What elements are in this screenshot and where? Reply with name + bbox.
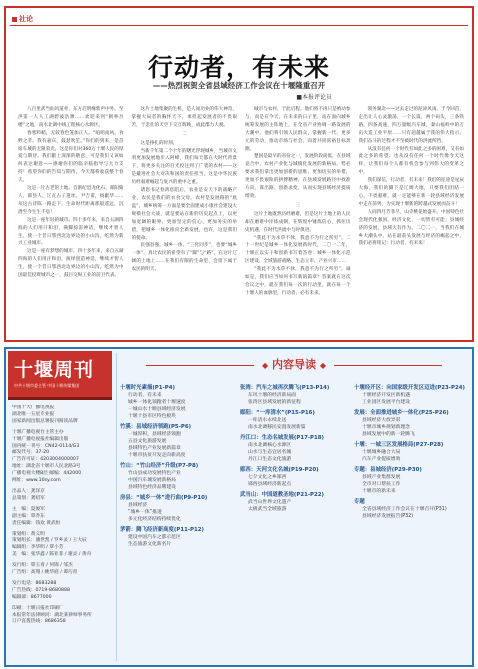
info-line: 广告组：高翔 / 姚华庭 / 谭巧青 bbox=[12, 570, 78, 576]
toc-entry[interactable]: 一城厚积，县域经济领跑 bbox=[128, 432, 181, 437]
toc-entry[interactable]: 十堰市扶贫开发走向新高度 bbox=[128, 453, 186, 458]
toc-section-title[interactable]: 十堰时光素描(P1-P4) bbox=[120, 385, 175, 391]
editorial-column bbox=[245, 106, 351, 336]
toc-entry[interactable]: 全市对口帮扶工作 bbox=[362, 482, 401, 487]
toc-entry[interactable]: 十堰城乡融合大局 bbox=[362, 450, 401, 455]
toc-entry[interactable]: 丹江口生态文化旅游 bbox=[248, 457, 292, 462]
toc-entry[interactable]: 五县文化旅游发展 bbox=[128, 439, 167, 444]
toc-section-title[interactable]: 十堰：一城三区发展格局(P27-P28) bbox=[354, 442, 444, 448]
paragraph: 这片土地集聚的生机，是人间功业的伟大神奇，掌握大局者的胸怀天下，承担起发展者的不畏艰苦，于悲壮的天空下交互辉映，成此郡力大观。 bbox=[131, 107, 237, 128]
toc-entry[interactable]: 张湾区县域发展的新征程 bbox=[248, 400, 301, 405]
toc-section-title[interactable]: 房县：“城乡一体”进行曲(P9-P10) bbox=[120, 495, 208, 501]
toc-section-title[interactable]: 茅箭：腾飞经济新高度(P11-P12) bbox=[120, 527, 204, 533]
toc-entry[interactable]: 太极武当全域旅游 bbox=[248, 507, 287, 512]
info-line: 总策划：龚绍军 bbox=[12, 495, 45, 501]
toc-section-title[interactable]: 丹江口：生态名城发展(P17-P18) bbox=[240, 435, 324, 441]
paragraph: 人间四月芳菲尽，山寺桃花始盛开。中国特色社会现代化强国，经济文化，一切皆有可能；县城经济的发展，县域大有作为。二〇二一，当我们在城乡大潮头中，站在最前头发展与经济的崛起之中，我们必将铭记：行动者，有未来！ bbox=[358, 209, 464, 247]
info-line: 印刷：十堰日报社印刷厂 bbox=[12, 605, 64, 611]
paragraph: 这是一座有梦想的城市。四十多年来，来自五湖四海的人们用汗和泪，演绎创造神话，继续才智人生，使一个昔日鄂西北边界边的小山沟，屹然为中国最佳投资城市之一，鼓目交纵工业的前卫代表。 bbox=[18, 249, 124, 279]
info-line: 美 编：张华鑫 / 陈亚菲 / 谢灵 / 黄舟 bbox=[12, 552, 92, 558]
editorial-column bbox=[18, 106, 124, 336]
toc-section-title[interactable]: 武当山：中国道教圣地(P21-P22) bbox=[240, 492, 324, 498]
toc-column-1 bbox=[120, 381, 232, 548]
paragraph: 这是一座年轻的城市。四十多年来，来自五湖四海的人们用汗和泪，满脚惊雷神话，继续才智人生，使一个昔日鄂西北边界边的小山沟，屹然为新兴工业城市。 bbox=[18, 217, 124, 247]
diamond-icon: ◆ bbox=[319, 361, 326, 370]
toc-entry[interactable]: 行动者，有未来 bbox=[128, 393, 162, 398]
paragraph: 这是一片古老的土地。自渐纪恐龙化石、郧阳猿人，郧县人、辽瓦古子遗址、尹吉甫，杨献华……从这古诗陈一路走下，生命时代距离那般遥远，沉潜至今生生不息！ bbox=[18, 186, 124, 215]
paragraph: 领务湖北——过去走过的泥淖风雨，于今回首，走出让人心灵激荡，一个长篇，两个码头，三条铁路，四条高速，四万量级汽车城，秦山福岭中的万亩大造工业平原……只有超越属于我的伟大指示，我们奋斗的过程才不至被时代的洪流所挡。 bbox=[358, 107, 464, 144]
toc-entry[interactable]: 多元化经济结构持续优化 bbox=[128, 517, 181, 522]
editorial-tag bbox=[12, 14, 33, 24]
toc-entry[interactable]: 生态旅游文化新名片 bbox=[128, 542, 172, 547]
toc-entry[interactable]: 一库清水永续北送 bbox=[248, 418, 287, 423]
info-line: 责任编辑：钱欢 黄武恒 bbox=[12, 520, 61, 526]
toc-section-title[interactable]: 竹溪：县域经济领跑(P5-P6) bbox=[120, 424, 192, 430]
editorial-panel bbox=[4, 6, 474, 342]
toc-entry[interactable]: 郧西县域经济新起点 bbox=[248, 482, 292, 487]
toc-entry[interactable]: 十堰经济开发区新机遇 bbox=[362, 393, 410, 398]
toc-entry[interactable]: 建设中国汽车之都示范区 bbox=[128, 535, 181, 540]
editorial-author: ■本报评论员 bbox=[296, 94, 332, 101]
info-line: 策划组：黄义明 bbox=[12, 531, 45, 537]
info-line: 本报常年法律顾问：湖北某律师事务所 bbox=[12, 612, 92, 618]
info-line: 出品人：龚泽京 bbox=[12, 488, 45, 494]
info-line: 地址：湖北省十堰市人民北路3号 bbox=[12, 464, 81, 470]
toc-section-title[interactable]: 竹山：“竹山经济”升级(P7-P8) bbox=[120, 463, 199, 469]
toc-entry[interactable]: 县域产业集群发展 bbox=[362, 475, 401, 480]
section-number: 二 bbox=[181, 131, 187, 137]
toc-section-title[interactable]: 郧阳：“一库清水”(P15-P16) bbox=[240, 410, 315, 416]
toc-entry[interactable]: 县域经济大放异彩 bbox=[362, 418, 401, 423]
masthead-bar bbox=[8, 397, 112, 400]
info-line: 国家新闻出版总署报刊阅读品牌 bbox=[12, 418, 78, 424]
paragraph: “我此不为水草不休，我意不为行之所穷”。二十一世纪是城乡一体化发展新时代，二〇一二年，十堰正以实干和创新书写着答卷：城乡一体化示范区建设、全域旅游战略、生态立市、产业兴市…… bbox=[245, 235, 351, 265]
toc-entry[interactable]: 竹山县成功发展特色产业 bbox=[128, 471, 181, 476]
info-line: 十堰广播电视台主管主办 bbox=[12, 429, 64, 435]
paragraph: 我们深信，行动者，有未来！我们的征途是星辰大海，我们的脚下是辽阔大地，只要我们团结一心、不畏艰难，就一定能够在新一轮县域经济发展中走在前列，为实现十堰新的跨越式发展而奋斗！ bbox=[358, 178, 464, 207]
info-line: 十堰广播电视报社编辑出版 bbox=[12, 436, 69, 442]
paragraph: 诸恩书记春鸿息阻后，农业是安天下的战略产业，农民是我们的衣食父母。农村是发展路的“底盘”，城乡统筹一方面是要全面建成小康社会建设大规模社会大战，就是要站在新的历史起点上，以更加宽阔的眼界、更加坚定的信心、更加务实的举措，把城乡一体化推向全新发展，也许，这是我们的使命。 bbox=[131, 188, 237, 241]
paragraph: 这是挣扎的时刻。 bbox=[140, 140, 178, 146]
info-line: 订户直拨热线：8686358 bbox=[12, 619, 66, 625]
toc-section-title[interactable]: 专题 bbox=[354, 499, 365, 505]
info-line: 国内统一刊号：CN42-0114/G3 bbox=[12, 443, 80, 449]
toc-entry[interactable]: 工业园区发展平台建设 bbox=[362, 400, 410, 405]
masthead bbox=[8, 351, 112, 397]
square-bullet-icon bbox=[12, 17, 17, 22]
toc-entry[interactable]: 县域发展中的新一轮腾飞 bbox=[362, 432, 415, 437]
toc-entry[interactable]: 中国汽车城发展新格局 bbox=[128, 478, 176, 483]
toc-section-title[interactable]: 专题：县城经济(P29-P30) bbox=[354, 467, 422, 473]
paragraph: 春寒料峭，无较春色笼加正人。“咱咱南风，食野之苹。我有嘉宾，鼓瑟吹笙。”你们的到来，是首席车城的无限荣光，这是你们对360万十堰人民的厚爱与期待。我们献上深深的敬意，可是我们又该如何表达谢意——感谢你们的临亲临指导与大力支持！希望你们的告知与期待，今天都将收获整个春天。 bbox=[18, 130, 124, 184]
toc-entry[interactable]: 山水与生态宜居名城 bbox=[248, 450, 292, 455]
toc-section-title[interactable]: 张湾：汽车之城再次腾飞(P13-P14) bbox=[240, 385, 330, 391]
paragraph: 从没有任何一个时代有如此之多的困难，又有如此之多的希望；也从没有任何一个时代像今天这样，让我们每个人都有机会参与到伟大的变革之中。 bbox=[358, 146, 464, 176]
toc-heading bbox=[120, 355, 468, 375]
paragraph: 楚国是最早的省份之一，发展阶段尚低，在县域竞合中，农村产业化与城镇化发展的新格局，势必要求我们拿出更加创新的思维、更加切实的举措，更加不畏艰险的拼搏精神，在县域发展路径中找准方向，谋出路、创新求变，从而实现县域经济提质增效。 bbox=[245, 154, 351, 199]
toc-entry[interactable]: 东风十堰的经济新局面 bbox=[248, 393, 296, 398]
toc-entry[interactable]: 县域经济 bbox=[128, 503, 148, 508]
editorial-subtitle: ——热烈祝贺全省县域经济工作会议在十堰隆重召开 bbox=[152, 81, 326, 90]
toc-entry[interactable]: 武当山世界文化遗产 bbox=[248, 500, 292, 505]
info-line: 策划组长：潘世凯 / 罗乡灵 / 王大辰 bbox=[12, 538, 87, 544]
toc-section-title[interactable]: 发展：全面推进城乡一体化(P25-P26) bbox=[354, 410, 449, 416]
toc-entry[interactable]: 南水北调核心水源区 bbox=[248, 443, 292, 448]
info-line: 发行组：覃玉青 / 何锦 / 邹杰 bbox=[12, 563, 73, 569]
info-line: 发行电话：8683288 bbox=[12, 580, 57, 586]
toc-entry[interactable]: 十堰十县市区特色板块 bbox=[128, 414, 176, 419]
section-number: 三 bbox=[295, 202, 301, 208]
editorial-column bbox=[132, 106, 238, 336]
editorial-tag-label: 社论 bbox=[19, 15, 33, 23]
info-line: 副主编：覃乔东 bbox=[12, 513, 45, 519]
paragraph: “我此不为水草不休，我意不为行之所穷”。诚如是，我们应当如何书写新的篇章？答案就在这次会议之中，就在我们每一次的行动里，就在每一个十堰人的血脉里，行动者，必有未来。 bbox=[245, 267, 351, 296]
info-line: 湖北唯一五星专业报 bbox=[12, 411, 55, 417]
info-line: 广告热线：0719-8680888 bbox=[12, 587, 70, 593]
info-line: 编辑部：8677000 bbox=[12, 594, 52, 600]
toc-entry[interactable]: 县域特色产业发展新篇章 bbox=[128, 446, 181, 451]
info-line: 广播电视大楼8层 邮编：442000 bbox=[12, 471, 82, 477]
toc-entry[interactable]: “城乡一体”推进 bbox=[128, 510, 162, 515]
toc-entry[interactable]: 南水北调移民安置发展新篇 bbox=[248, 425, 306, 430]
info-line: 编辑组：李华明 / 覃小芳 bbox=[12, 545, 64, 551]
editorial-body bbox=[18, 106, 464, 336]
toc-entry[interactable]: 十堰市的新未来 bbox=[362, 489, 396, 494]
column-divider bbox=[116, 353, 117, 661]
toc-heading-label: 内容导读 bbox=[272, 358, 316, 371]
toc-entry[interactable]: 县域经济发展报告(P32) bbox=[362, 514, 414, 519]
toc-entry[interactable]: 十堰市城乡规划新理念 bbox=[362, 425, 410, 430]
toc-section-title[interactable]: 十堰经开区：向国家级开发区迈进(P23-P24) bbox=[354, 385, 465, 391]
editorial-title: 行动者，有未来 bbox=[147, 53, 330, 82]
info-line: 网址：www.10sy.com bbox=[12, 478, 61, 484]
toc-column-3 bbox=[354, 381, 472, 520]
toc-section-title[interactable]: 郧西：天河文化名城(P19-P20) bbox=[240, 467, 319, 473]
toc-entry[interactable]: 全省县域经济工作会议在十堰召开(P31) bbox=[362, 507, 447, 512]
toc-entry[interactable]: 一城山水十堰县域经济发展 bbox=[128, 407, 186, 412]
masthead-subtitle: 中共十堰市委主管 中国十堰传媒集团 bbox=[14, 383, 80, 388]
masthead-title: 十堰周刊 bbox=[14, 359, 95, 381]
info-line: 邮发代号：37-20 bbox=[12, 450, 50, 456]
editorial-column bbox=[359, 106, 465, 336]
paragraph: 当新千年第二个十年的曙光浮现城乡，当城市文明更加发展地步入阿峰，我们每天都在大时代背景下，将更多关注的目光投注到了广袤的农村——这是撬进社会大对决和国的责任担当，这是中华民族历经艰难崛起与复兴的重中之重。 bbox=[131, 148, 237, 186]
paragraph: 城市与农村，于此启程。他们将不再只是被动参与，而是在今天，在未来的日子里，站在面向城乡统筹发展的主阵地上，在全省产业协调一路发展的大潮中，他们将引领人民群众，掌握新一代、更多元的劳动，推动市场与社会，向着共同富裕目标奔跑。 bbox=[245, 107, 351, 152]
diamond-icon: ◆ bbox=[262, 361, 269, 370]
paragraph: 八百里武当仙风道骨，东方启明缘紫声中外。至洪第一人人工湖碧波浩渺……欢迎来到“朝拳吾楼”之地，南水北调中线工程核心水源区。 bbox=[18, 107, 124, 128]
toc-entry[interactable]: 七夕文化之乡郧西 bbox=[248, 475, 287, 480]
info-line: 广告许可证：4203004000007 bbox=[12, 457, 79, 463]
contents-panel bbox=[4, 347, 474, 667]
info-line: 主 编：夏俊军 bbox=[12, 506, 45, 512]
toc-entry[interactable]: 县域特色经济品牌建设 bbox=[128, 485, 176, 490]
editorial-rule bbox=[10, 25, 468, 26]
paragraph: 这片土地既然历经磨难，但是这片土地上的人民却在磨难中淬炼成钢，在辉煌中锤炼信心，抓住历史机遇，在时代洪流中与时俱进。 bbox=[245, 211, 351, 233]
paragraph: 民强县强，城乡一体。“三化同步”，也要“城乡一体”，真让农民的希望有了“脚”与“路”，在这片辽阔的土地上……在我们有限的生命里，会留下属于农民的明天。 bbox=[131, 243, 237, 273]
toc-entry[interactable]: 城乡一体化领跑者十堰速度 bbox=[128, 400, 186, 405]
publication-info bbox=[12, 405, 110, 663]
toc-entry[interactable]: 汽车产业提质增效 bbox=[362, 457, 401, 462]
info-line: 中国十大广播电视报 bbox=[12, 405, 55, 410]
toc-column-2 bbox=[240, 381, 352, 513]
